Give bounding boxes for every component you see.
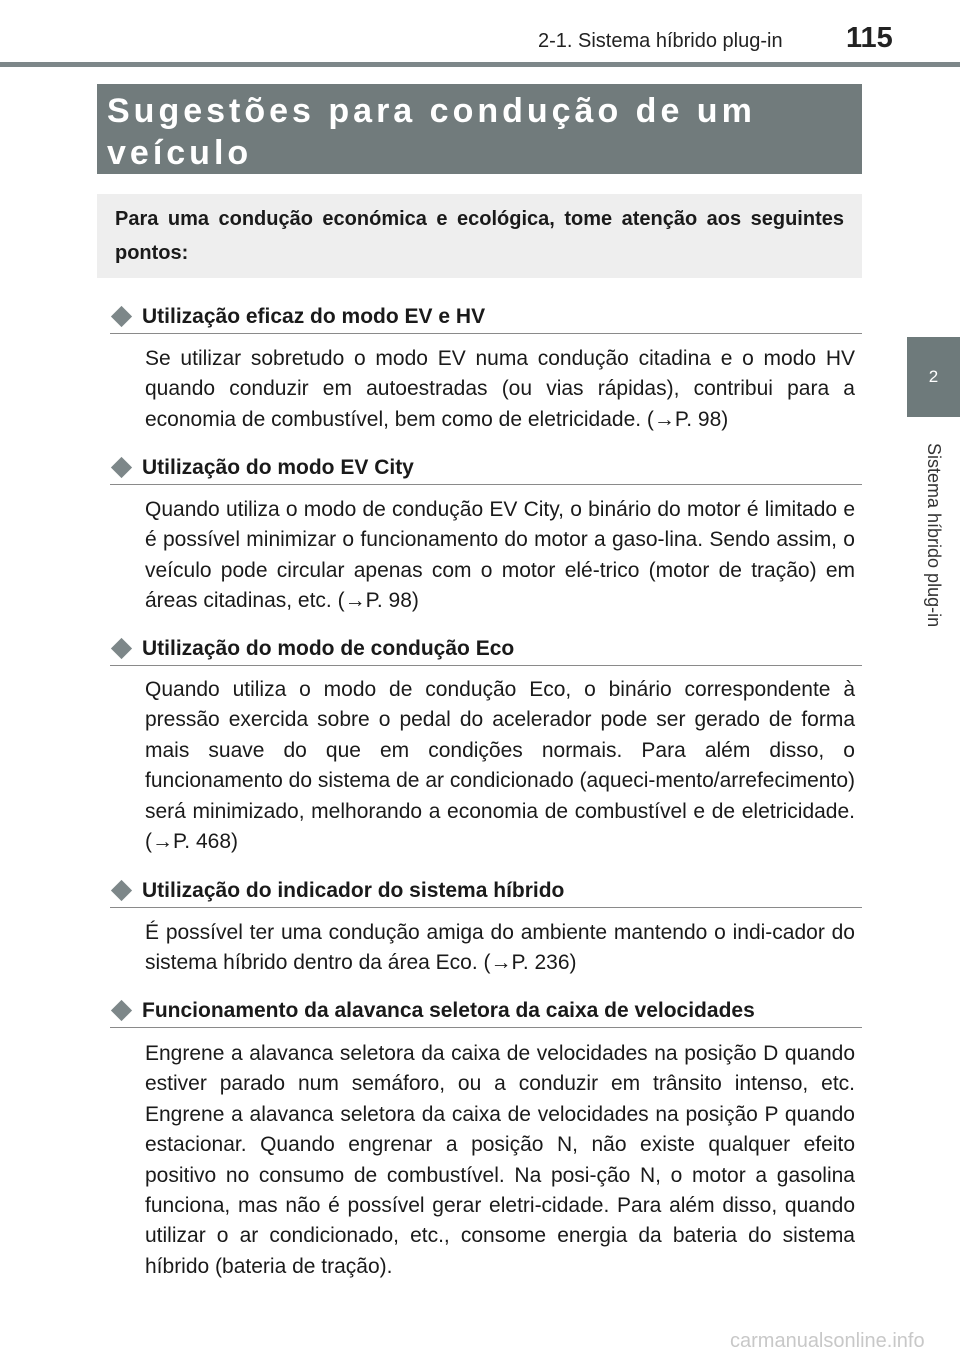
section-body-ev-city: Quando utiliza o modo de condução EV City, o binário do motor é limitado e é possível minimizar o funcionamento do motor a gaso-lina. Sendo assim, o veículo pode circular apenas com o motor elé-trico (motor de tração) em áreas citadinas, etc. (→P. 98) bbox=[145, 498, 855, 613]
section-heading-ev-city bbox=[110, 451, 862, 485]
section-heading-text: Utilização do modo de condução Eco bbox=[142, 636, 515, 660]
intro-box: Para uma condução económica e ecológica, tome atenção aos seguintes pontos: bbox=[97, 194, 862, 278]
page-number: 115 bbox=[846, 22, 893, 54]
section-body-hybrid-indicator: É possível ter uma condução amiga do ambiente mantendo o indi-cador do sistema híbrido dentro da área Eco. (→P. 236) bbox=[145, 921, 855, 975]
diamond-bullet-icon bbox=[111, 880, 132, 901]
header-section-title: 2-1. Sistema híbrido plug-in bbox=[538, 30, 783, 52]
section-body-eco: Quando utiliza o modo de condução Eco, o binário correspondente à pressão exercida sobre o pedal do acelerador pode ser gerado de forma mais suave do que em condições normais. Para além disso, o funcionamento do sistema de ar condicionado (aqueci-mento/arrefecimento) será minimizado, melhorando a economia de combustível e de eletricidade. (→P. 468) bbox=[145, 678, 855, 854]
diamond-bullet-icon bbox=[111, 457, 132, 478]
watermark: carmanualsonline.info bbox=[730, 1330, 925, 1352]
section-heading-eco bbox=[110, 632, 862, 666]
section-heading-text: Funcionamento da alavanca seletora da caixa de velocidades bbox=[142, 998, 755, 1022]
section-body-shift-lever: Engrene a alavanca seletora da caixa de velocidades na posição D quando estiver parado num semáforo, ou a conduzir em trânsito intenso, etc. Engrene a alavanca seletora da caixa de velocidades na posição P quando estacionar. Quando engrenar a posição N, não existe qualquer efeito positivo no consumo de combustível. Na posi-ção N, o motor a gasolina funciona, mas não é possível gerar eletri-cidade. Para além disso, quando utilizar o ar condicionado, etc., consome energia da bateria do sistema híbrido (bateria de tração). bbox=[145, 1042, 855, 1278]
header-divider bbox=[0, 62, 960, 67]
diamond-bullet-icon bbox=[111, 306, 132, 327]
diamond-bullet-icon bbox=[111, 1000, 132, 1021]
section-heading-text: Utilização do indicador do sistema híbrido bbox=[142, 878, 565, 902]
diamond-bullet-icon bbox=[111, 638, 132, 659]
chapter-tab-label-text: Sistema híbrido plug-in bbox=[924, 442, 944, 628]
section-body-ev-hv: Se utilizar sobretudo o modo EV numa condução citadina e o modo HV quando conduzir em autoestradas (ou vias rápidas), contribui para a economia de combustível, bem como de eletricidade. (→P. 98) bbox=[145, 347, 855, 431]
chapter-tab-label bbox=[907, 420, 960, 650]
section-heading-text: Utilização do modo EV City bbox=[142, 455, 414, 479]
page-title bbox=[97, 84, 862, 174]
section-heading-ev-hv bbox=[110, 300, 862, 334]
section-heading-hybrid-indicator bbox=[110, 874, 862, 908]
page-title-line1: Sugestões para condução de um veículo bbox=[107, 92, 756, 172]
section-heading-text: Utilização eficaz do modo EV e HV bbox=[142, 304, 486, 328]
chapter-tab-number: 2 bbox=[907, 337, 960, 417]
section-heading-shift-lever bbox=[110, 994, 862, 1028]
